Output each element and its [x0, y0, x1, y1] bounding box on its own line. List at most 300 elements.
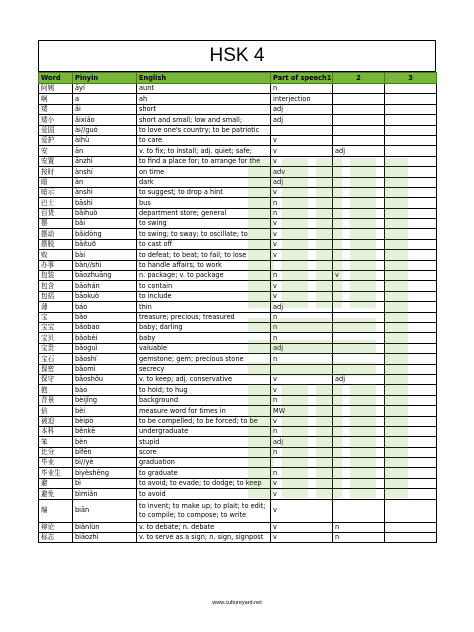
pos3-cell — [385, 312, 437, 322]
pos2-cell: v — [333, 271, 385, 281]
pinyin-cell: bāozhuāng — [73, 271, 137, 281]
pinyin-cell: biān — [73, 499, 137, 522]
pos2-cell — [333, 395, 385, 405]
pos1-cell: v — [271, 489, 333, 499]
table-row — [39, 354, 437, 364]
table-row — [39, 250, 437, 260]
pos2-cell — [333, 333, 385, 343]
english-cell: to cast off — [137, 239, 271, 249]
pos3-cell — [385, 250, 437, 260]
table-row — [39, 312, 437, 322]
pos3-cell — [385, 115, 437, 125]
word-cell: 包含 — [39, 281, 73, 291]
english-cell: ah — [137, 94, 271, 104]
english-cell: v. to debate; n. debate — [137, 522, 271, 532]
word-cell: 暗 — [39, 177, 73, 187]
english-cell: to invent; to make up; to plait; to edit; to compile; to compose; to write — [137, 499, 271, 522]
pos1-cell: v — [271, 156, 333, 166]
page-title: HSK 4 — [38, 40, 436, 72]
english-cell: to hold; to hug — [137, 385, 271, 395]
english-cell: to contain — [137, 281, 271, 291]
english-cell: valuable — [137, 343, 271, 353]
pos3-cell — [385, 395, 437, 405]
pos2-cell — [333, 198, 385, 208]
english-cell: baby — [137, 333, 271, 343]
pos2-cell — [333, 135, 385, 145]
english-cell: aunt — [137, 84, 271, 94]
table-row — [39, 489, 437, 499]
table-row — [39, 104, 437, 114]
pinyin-cell: ānzhì — [73, 156, 137, 166]
pos3-cell — [385, 239, 437, 249]
table-row — [39, 239, 437, 249]
pinyin-cell: bāshì — [73, 198, 137, 208]
table-row — [39, 302, 437, 312]
pos2-cell — [333, 167, 385, 177]
word-cell: 薄 — [39, 302, 73, 312]
pos2-cell — [333, 291, 385, 301]
english-cell: short — [137, 104, 271, 114]
table-row — [39, 135, 437, 145]
table-row — [39, 208, 437, 218]
pos2-cell: n — [333, 533, 385, 543]
word-cell: 摆动 — [39, 229, 73, 239]
pos1-cell: adj — [271, 115, 333, 125]
pos1-cell: v — [271, 135, 333, 145]
pos3-cell — [385, 458, 437, 468]
pos1-cell — [271, 458, 333, 468]
pos3-cell — [385, 343, 437, 353]
pos3-cell — [385, 302, 437, 312]
pinyin-cell: bǐfēn — [73, 447, 137, 457]
pos2-cell — [333, 187, 385, 197]
english-cell: background — [137, 395, 271, 405]
pos2-cell — [333, 156, 385, 166]
word-cell: 编 — [39, 499, 73, 522]
english-cell: to avoid — [137, 489, 271, 499]
english-cell: baby; darling — [137, 322, 271, 332]
pinyin-cell: bǎoguì — [73, 343, 137, 353]
column-header-pos2: 2 — [333, 73, 385, 84]
table-row — [39, 468, 437, 478]
pos1-cell: v — [271, 229, 333, 239]
pinyin-cell: bào — [73, 385, 137, 395]
pos1-cell: n — [271, 84, 333, 94]
pos3-cell — [385, 354, 437, 364]
column-header-english: English — [137, 73, 271, 84]
english-cell: dark — [137, 177, 271, 187]
pos1-cell: n — [271, 468, 333, 478]
word-cell: 保守 — [39, 374, 73, 384]
pos2-cell — [333, 385, 385, 395]
pinyin-cell: ànshì — [73, 187, 137, 197]
pinyin-cell: bìyèshēng — [73, 468, 137, 478]
pinyin-cell: ǎixiǎo — [73, 115, 137, 125]
pos2-cell — [333, 115, 385, 125]
english-cell: short and small; low and small; — [137, 115, 271, 125]
pinyin-cell: bǎituō — [73, 239, 137, 249]
pos1-cell: adj — [271, 343, 333, 353]
pos3-cell — [385, 125, 437, 135]
pinyin-cell: biāozhì — [73, 533, 137, 543]
pos2-cell — [333, 354, 385, 364]
english-cell: score — [137, 447, 271, 457]
column-header-pos3: 3 — [385, 73, 437, 84]
word-cell: 暗示 — [39, 187, 73, 197]
word-cell: 背景 — [39, 395, 73, 405]
pinyin-cell: bǎidòng — [73, 229, 137, 239]
table-row — [39, 447, 437, 457]
table-row — [39, 416, 437, 426]
table-row — [39, 146, 437, 156]
pos2-cell — [333, 468, 385, 478]
pos1-cell: v — [271, 146, 333, 156]
table-row — [39, 156, 437, 166]
word-cell: 比分 — [39, 447, 73, 457]
word-cell: 标志 — [39, 533, 73, 543]
pos3-cell — [385, 374, 437, 384]
pos1-cell: adj — [271, 104, 333, 114]
column-header-pos1: Part of speech1 — [271, 73, 333, 84]
pinyin-cell: bì — [73, 478, 137, 488]
pos3-cell — [385, 146, 437, 156]
pos1-cell — [271, 260, 333, 270]
word-cell: 败 — [39, 250, 73, 260]
pos2-cell — [333, 322, 385, 332]
pos1-cell: n — [271, 271, 333, 281]
word-cell: 笨 — [39, 437, 73, 447]
pos2-cell — [333, 104, 385, 114]
pos1-cell: adj — [271, 177, 333, 187]
pos1-cell: interjection — [271, 94, 333, 104]
english-cell: to suggest; to drop a hint — [137, 187, 271, 197]
english-cell: n. package; v. to package — [137, 271, 271, 281]
pos3-cell — [385, 104, 437, 114]
pos3-cell — [385, 522, 437, 532]
word-cell: 办事 — [39, 260, 73, 270]
pos3-cell — [385, 406, 437, 416]
english-cell: v. to serve as a sign; n. sign, signpost — [137, 533, 271, 543]
pos3-cell — [385, 447, 437, 457]
pos3-cell — [385, 437, 437, 447]
table-row — [39, 229, 437, 239]
pinyin-cell: a — [73, 94, 137, 104]
pinyin-cell: bǎoshǒu — [73, 374, 137, 384]
pos1-cell: v — [271, 374, 333, 384]
pinyin-cell: bìmiǎn — [73, 489, 137, 499]
word-cell: 摆脱 — [39, 239, 73, 249]
pos1-cell: n — [271, 208, 333, 218]
pos2-cell — [333, 208, 385, 218]
word-cell: 避 — [39, 478, 73, 488]
english-cell: gemstone; gem; precious stone — [137, 354, 271, 364]
pos3-cell — [385, 198, 437, 208]
pos1-cell — [271, 364, 333, 374]
pos2-cell: adj — [333, 374, 385, 384]
pos2-cell: adj — [333, 146, 385, 156]
pinyin-cell: ànshí — [73, 167, 137, 177]
english-cell: v. to keep; adj. conservative — [137, 374, 271, 384]
word-cell: 按时 — [39, 167, 73, 177]
table-row — [39, 522, 437, 532]
pinyin-cell: bèi — [73, 406, 137, 416]
pinyin-cell: àihù — [73, 135, 137, 145]
pinyin-cell: běnkē — [73, 426, 137, 436]
pos1-cell: v — [271, 499, 333, 522]
english-cell: to care — [137, 135, 271, 145]
table-header-row — [39, 73, 437, 84]
table-row — [39, 84, 437, 94]
pos1-cell: MW — [271, 406, 333, 416]
pinyin-cell: àn — [73, 177, 137, 187]
table-row — [39, 322, 437, 332]
word-cell: 避免 — [39, 489, 73, 499]
pos2-cell — [333, 177, 385, 187]
pos1-cell: v — [271, 291, 333, 301]
english-cell: measure word for times in — [137, 406, 271, 416]
footer-url: www.cultureyard.net — [212, 600, 262, 606]
table-row — [39, 364, 437, 374]
word-cell: 宝贵 — [39, 343, 73, 353]
table-row — [39, 426, 437, 436]
english-cell: to swing — [137, 219, 271, 229]
pinyin-cell: bāohán — [73, 281, 137, 291]
pos1-cell: v — [271, 533, 333, 543]
pos3-cell — [385, 156, 437, 166]
english-cell: to defeat; to beat; to fail; to lose — [137, 250, 271, 260]
word-cell: 爱护 — [39, 135, 73, 145]
pos1-cell: n — [271, 395, 333, 405]
word-cell: 百货 — [39, 208, 73, 218]
table-row — [39, 499, 437, 522]
pinyin-cell: bài — [73, 250, 137, 260]
pos3-cell — [385, 364, 437, 374]
table-row — [39, 281, 437, 291]
pos1-cell: v — [271, 385, 333, 395]
pos2-cell — [333, 437, 385, 447]
pos2-cell — [333, 499, 385, 522]
pos1-cell: v — [271, 250, 333, 260]
pos3-cell — [385, 281, 437, 291]
column-header-pinyin: Pinyin — [73, 73, 137, 84]
pos3-cell — [385, 271, 437, 281]
pos2-cell — [333, 239, 385, 249]
pos1-cell: n — [271, 426, 333, 436]
pos3-cell — [385, 84, 437, 94]
pinyin-cell: bǎomì — [73, 364, 137, 374]
table-row — [39, 260, 437, 270]
pos3-cell — [385, 229, 437, 239]
table-row — [39, 219, 437, 229]
pinyin-cell: bǎoshí — [73, 354, 137, 364]
pinyin-cell: ǎi — [73, 104, 137, 114]
word-cell: 爱国 — [39, 125, 73, 135]
pinyin-cell: bèn — [73, 437, 137, 447]
word-cell: 宝 — [39, 312, 73, 322]
pos3-cell — [385, 94, 437, 104]
pos2-cell — [333, 260, 385, 270]
pos2-cell — [333, 281, 385, 291]
table-row — [39, 458, 437, 468]
pos3-cell — [385, 489, 437, 499]
pos2-cell — [333, 343, 385, 353]
pos2-cell — [333, 447, 385, 457]
pos1-cell: n — [271, 322, 333, 332]
word-cell: 宝石 — [39, 354, 73, 364]
pos2-cell — [333, 94, 385, 104]
english-cell: to love one's country; to be patriotic — [137, 125, 271, 135]
english-cell: secrecy — [137, 364, 271, 374]
pinyin-cell: bèipò — [73, 416, 137, 426]
pos1-cell: v — [271, 187, 333, 197]
word-cell: 毕业 — [39, 458, 73, 468]
pos3-cell — [385, 333, 437, 343]
english-cell: department store; general — [137, 208, 271, 218]
pos2-cell — [333, 426, 385, 436]
pos2-cell — [333, 312, 385, 322]
pos3-cell — [385, 426, 437, 436]
pos2-cell — [333, 364, 385, 374]
pos3-cell — [385, 177, 437, 187]
pinyin-cell: bàn//shì — [73, 260, 137, 270]
pos3-cell — [385, 208, 437, 218]
word-cell: 巴士 — [39, 198, 73, 208]
pinyin-cell: ān — [73, 146, 137, 156]
pos3-cell — [385, 468, 437, 478]
column-header-word: Word — [39, 73, 73, 84]
word-cell: 啊 — [39, 94, 73, 104]
pos1-cell: v — [271, 478, 333, 488]
english-cell: stupid — [137, 437, 271, 447]
word-cell: 本科 — [39, 426, 73, 436]
pinyin-cell: bǎo — [73, 312, 137, 322]
pos2-cell — [333, 489, 385, 499]
word-cell: 倍 — [39, 406, 73, 416]
pos3-cell — [385, 291, 437, 301]
pos3-cell — [385, 478, 437, 488]
word-cell: 宝贝 — [39, 333, 73, 343]
pos2-cell — [333, 302, 385, 312]
table-row — [39, 333, 437, 343]
table-row — [39, 406, 437, 416]
english-cell: to handle affairs; to work — [137, 260, 271, 270]
pinyin-cell: bāokuò — [73, 291, 137, 301]
word-cell: 阿姨 — [39, 84, 73, 94]
pos3-cell — [385, 135, 437, 145]
pinyin-cell: báo — [73, 302, 137, 312]
table-row — [39, 115, 437, 125]
pos2-cell — [333, 219, 385, 229]
english-cell: undergraduate — [137, 426, 271, 436]
english-cell: to swing; to sway; to oscillate; to — [137, 229, 271, 239]
table-row — [39, 94, 437, 104]
pos1-cell: n — [271, 447, 333, 457]
word-cell: 矮 — [39, 104, 73, 114]
pinyin-cell: bǎobao — [73, 322, 137, 332]
pinyin-cell: biànlùn — [73, 522, 137, 532]
pos1-cell: v — [271, 281, 333, 291]
pos2-cell: n — [333, 522, 385, 532]
pos2-cell — [333, 229, 385, 239]
pos2-cell — [333, 416, 385, 426]
word-cell: 安 — [39, 146, 73, 156]
pinyin-cell: bèijǐng — [73, 395, 137, 405]
word-cell: 保密 — [39, 364, 73, 374]
table-row — [39, 395, 437, 405]
table-row — [39, 533, 437, 543]
pos2-cell — [333, 125, 385, 135]
english-cell: bus — [137, 198, 271, 208]
word-cell: 宝宝 — [39, 322, 73, 332]
pinyin-cell: bǎobèi — [73, 333, 137, 343]
table-row — [39, 374, 437, 384]
pos3-cell — [385, 499, 437, 522]
pos1-cell: adv — [271, 167, 333, 177]
pos3-cell — [385, 416, 437, 426]
pos3-cell — [385, 260, 437, 270]
table-row — [39, 478, 437, 488]
pos3-cell — [385, 385, 437, 395]
pos2-cell — [333, 406, 385, 416]
pinyin-cell: āyí — [73, 84, 137, 94]
english-cell: to graduate — [137, 468, 271, 478]
pos2-cell — [333, 250, 385, 260]
pos3-cell — [385, 219, 437, 229]
word-cell: 被迫 — [39, 416, 73, 426]
pinyin-cell: bǎihuò — [73, 208, 137, 218]
pinyin-cell: bǎi — [73, 219, 137, 229]
table-row — [39, 167, 437, 177]
word-cell: 毕业生 — [39, 468, 73, 478]
english-cell: to be compelled; to be forced; to be — [137, 416, 271, 426]
table-row — [39, 437, 437, 447]
pos1-cell: n — [271, 198, 333, 208]
pos2-cell — [333, 458, 385, 468]
vocabulary-table — [38, 72, 437, 543]
pinyin-cell: ài//guó — [73, 125, 137, 135]
pos1-cell: n — [271, 354, 333, 364]
word-cell: 抱 — [39, 385, 73, 395]
pos1-cell: v — [271, 219, 333, 229]
word-cell: 包装 — [39, 271, 73, 281]
english-cell: thin — [137, 302, 271, 312]
pos1-cell — [271, 125, 333, 135]
english-cell: to avoid; to evade; to dodge; to keep — [137, 478, 271, 488]
english-cell: graduation — [137, 458, 271, 468]
pos1-cell: v — [271, 522, 333, 532]
word-cell: 矮小 — [39, 115, 73, 125]
table-row — [39, 385, 437, 395]
table-row — [39, 343, 437, 353]
pos3-cell — [385, 322, 437, 332]
english-cell: v. to fix; to install; adj. quiet; safe; — [137, 146, 271, 156]
table-row — [39, 187, 437, 197]
word-cell: 摆 — [39, 219, 73, 229]
pos1-cell: adj — [271, 437, 333, 447]
word-cell: 安置 — [39, 156, 73, 166]
table-row — [39, 271, 437, 281]
pos2-cell — [333, 478, 385, 488]
table-row — [39, 198, 437, 208]
english-cell: treasure; precious; treasured — [137, 312, 271, 322]
table-body — [39, 84, 437, 543]
pos1-cell: adj — [271, 302, 333, 312]
pos1-cell: n — [271, 312, 333, 322]
pos3-cell — [385, 187, 437, 197]
pos1-cell: n — [271, 333, 333, 343]
english-cell: to find a place for; to arrange for the — [137, 156, 271, 166]
pos1-cell: v — [271, 239, 333, 249]
